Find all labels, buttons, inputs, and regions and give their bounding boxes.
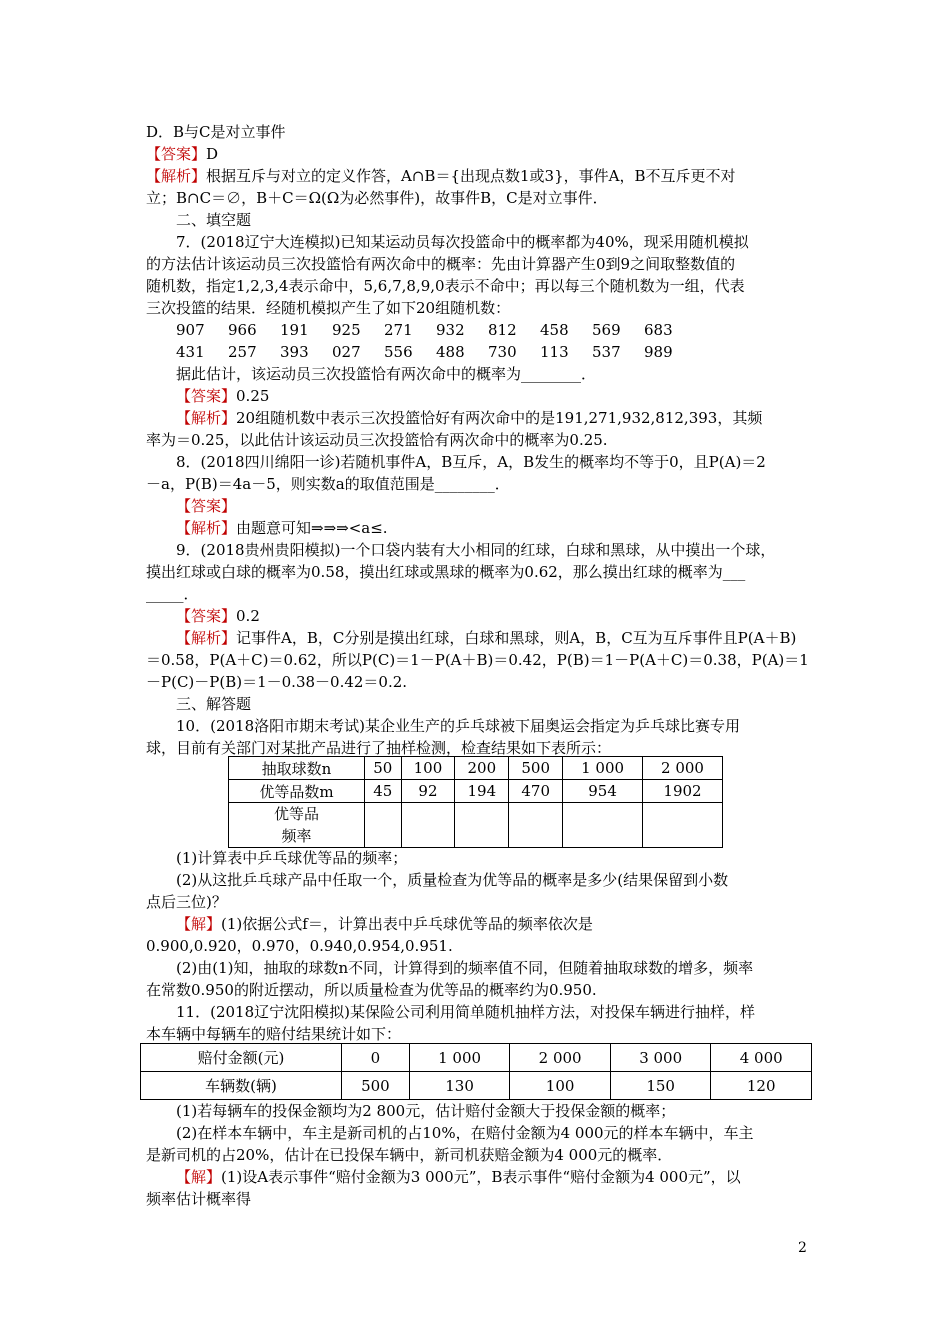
question-9-cont1: 摸出红球或白球的概率为0.58，摸出红球或黑球的概率为0.62，那么摸出红球的概率为___ (146, 563, 746, 581)
section-solve: 三、解答题 (176, 695, 252, 713)
solution-10-part2: (2)由(1)知，抽取的球数n不同，计算得到的频率值不同，但随着抽取球数的增多，频率 (176, 959, 754, 977)
solution-10: 【解】(1)依据公式f＝，计算出表中乒乓球优等品的频率依次是 (176, 915, 593, 933)
random-row-2: 431 257 393 027 556 488 730 113 537 989 (176, 343, 673, 361)
question-7-cont2: 随机数，指定1,2,3,4表示命中，5,6,7,8,9,0表示不命中；再以每三个随机数为一组，代表 (146, 277, 745, 295)
question-10-part2-cont: 点后三位)？ (146, 893, 227, 911)
question-11-part2: (2)在样本车辆中，车主是新司机的占10%，在赔付金额为4 000元的样本车辆中，车主 (176, 1124, 754, 1142)
solution-11-cont: 频率估计概率得 (146, 1190, 252, 1208)
question-10-part1: (1)计算表中乒乓球优等品的频率； (176, 849, 408, 867)
claims-table (140, 1043, 812, 1100)
analysis-6: 【解析】根据互斥与对立的定义作答，A∩B＝{出现点数1或3}，事件A，B不互斥更不对 (146, 167, 736, 185)
question-10: 10．(2018洛阳市期末考试)某企业生产的乒乓球被下届奥运会指定为乒乓球比赛专用 (176, 717, 740, 735)
question-10-cont: 球，目前有关部门对某批产品进行了抽样检测，检查结果如下表所示： (146, 739, 612, 757)
answer-6: 【答案】D (146, 145, 219, 163)
answer-9: 【答案】0.2 (176, 607, 260, 625)
analysis-6-cont: 立；B∩C＝∅，B＋C＝Ω(Ω为必然事件)，故事件B，C是对立事件． (146, 189, 608, 207)
section-fill-blank: 二、填空题 (176, 211, 252, 229)
question-8: 8．(2018四川绵阳一诊)若随机事件A，B互斥，A，B发生的概率均不等于0，且P(A)＝2 (176, 453, 766, 471)
table-row: 优等品 频率 (229, 803, 723, 848)
question-8-cont: －a，P(B)＝4a－5，则实数a的取值范围是________． (146, 475, 510, 493)
table-row: 抽取球数n 50 100 200 500 1 000 2 000 (229, 757, 723, 780)
table-row: 赔付金额(元) 0 1 000 2 000 3 000 4 000 (141, 1044, 812, 1072)
analysis-7: 【解析】20组随机数中表示三次投篮恰好有两次命中的是191,271,932,812,393，其频 (176, 409, 763, 427)
question-11-cont: 本车辆中每辆车的赔付结果统计如下： (146, 1025, 402, 1043)
analysis-9-cont1: ＝0.58，P(A＋C)＝0.62，所以P(C)＝1－P(A＋B)＝0.42，P(B)＝1－P(A＋C)＝0.38，P(A)＝1 (146, 651, 809, 669)
analysis-8: 【解析】由题意可知⇒⇒⇒<a≤. (176, 519, 388, 537)
question-7-ask: 据此估计，该运动员三次投篮恰有两次命中的概率为________． (176, 365, 597, 383)
question-7: 7．(2018辽宁大连模拟)已知某运动员每次投篮命中的概率都为40%，现采用随机模拟 (176, 233, 749, 251)
solution-10-part2-cont: 在常数0.950的附近摆动，所以质量检查为优等品的概率约为0.950. (146, 981, 597, 999)
analysis-9: 【解析】记事件A，B，C分别是摸出红球，白球和黑球，则A，B，C互为互斥事件且P(A＋B) (176, 629, 797, 647)
question-7-cont3: 三次投篮的结果．经随机模拟产生了如下20组随机数： (146, 299, 511, 317)
question-11-part2-cont: 是新司机的占20%，估计在已投保车辆中，新司机获赔金额为4 000元的概率． (146, 1146, 673, 1164)
question-7-cont1: 的方法估计该运动员三次投篮恰有两次命中的概率：先由计算器产生0到9之间取整数值的 (146, 255, 736, 273)
solution-10-cont: 0.900,0.920，0.970，0.940,0.954,0.951. (146, 937, 453, 955)
quality-table (228, 756, 723, 848)
question-9: 9．(2018贵州贵阳模拟)一个口袋内装有大小相同的红球，白球和黑球，从中摸出一个球， (176, 541, 776, 559)
question-9-cont2: _____． (146, 585, 199, 603)
table-row: 车辆数(辆) 500 130 100 150 120 (141, 1072, 812, 1100)
option-d: D．B与C是对立事件 (146, 123, 286, 141)
analysis-9-cont2: －P(C)－P(B)＝1－0.38－0.42＝0.2. (146, 673, 408, 691)
random-row-1: 907 966 191 925 271 932 812 458 569 683 (176, 321, 673, 339)
answer-8: 【答案】 (176, 497, 237, 515)
question-11: 11．(2018辽宁沈阳模拟)某保险公司利用简单随机抽样方法，对投保车辆进行抽样，样 (176, 1003, 755, 1021)
question-11-part1: (1)若每辆车的投保金额均为2 800元，估计赔付金额大于投保金额的概率； (176, 1102, 676, 1120)
solution-11: 【解】(1)设A表示事件“赔付金额为3 000元”，B表示事件“赔付金额为4 000元”，以 (176, 1168, 741, 1186)
question-10-part2: (2)从这批乒乓球产品中任取一个，质量检查为优等品的概率是多少(结果保留到小数 (176, 871, 729, 889)
table-row: 优等品数m 45 92 194 470 954 1902 (229, 780, 723, 803)
analysis-7-cont: 率为＝0.25，以此估计该运动员三次投篮恰有两次命中的概率为0.25. (146, 431, 608, 449)
page-number: 2 (798, 1240, 807, 1256)
answer-7: 【答案】0.25 (176, 387, 270, 405)
